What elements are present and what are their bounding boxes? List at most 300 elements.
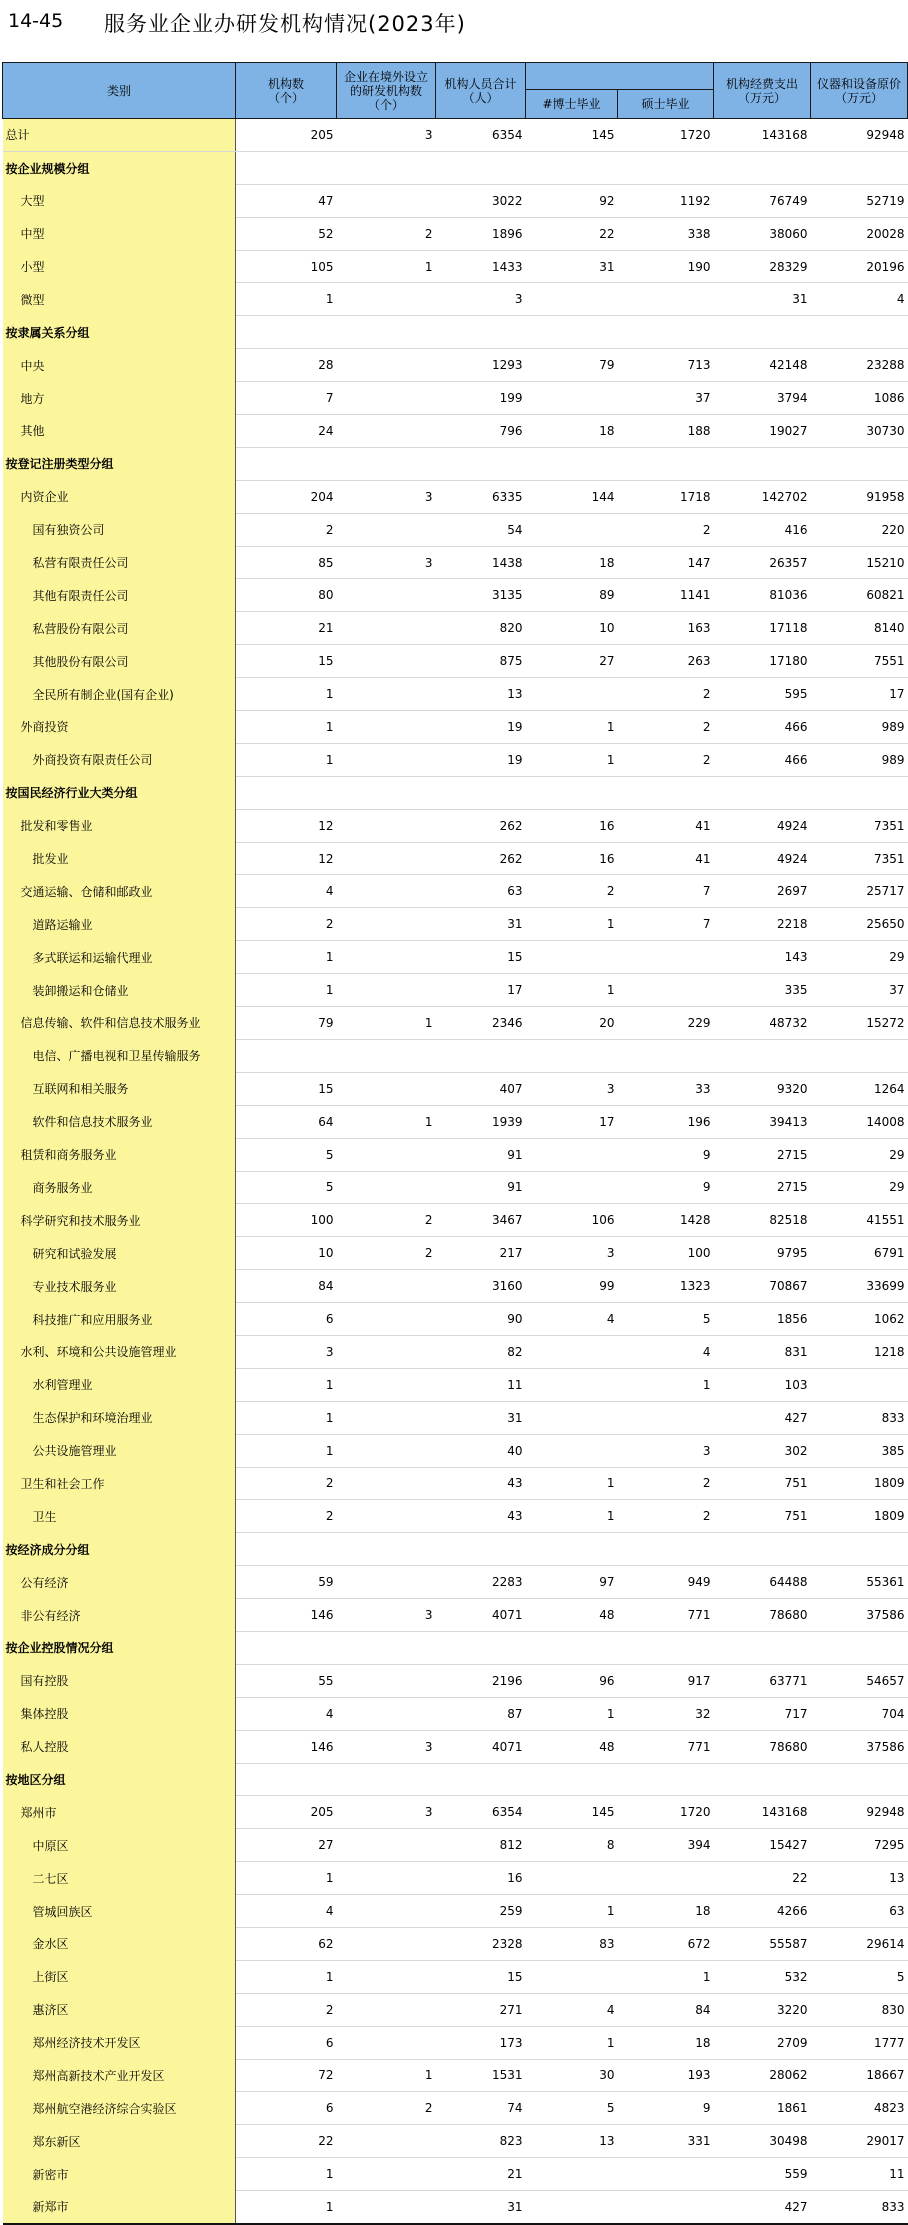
cell-personnel: 796 — [436, 415, 526, 448]
cell-phd: 3 — [526, 1072, 618, 1105]
cell-expenditure: 82518 — [714, 1204, 811, 1237]
row-label: 卫生和社会工作 — [3, 1467, 236, 1500]
cell-expenditure: 4266 — [714, 1895, 811, 1928]
group-header-row — [3, 1763, 908, 1796]
cell-expenditure: 1856 — [714, 1303, 811, 1336]
cell-personnel: 823 — [436, 2125, 526, 2158]
cell-equipment — [811, 1533, 908, 1566]
row-label: 非公有经济 — [3, 1599, 236, 1632]
cell-personnel: 19 — [436, 711, 526, 744]
cell-equipment — [811, 316, 908, 349]
cell-phd: 1 — [526, 908, 618, 941]
cell-equipment: 92948 — [811, 119, 908, 152]
cell-master — [618, 316, 714, 349]
cell-master: 338 — [618, 217, 714, 250]
cell-master — [618, 974, 714, 1007]
table-number: 14-45 — [8, 10, 64, 32]
table-row — [3, 2125, 908, 2158]
cell-phd: 3 — [526, 1237, 618, 1270]
row-label: 上街区 — [3, 1960, 236, 1993]
table-body — [3, 119, 908, 2225]
cell-equipment: 92948 — [811, 1796, 908, 1829]
cell-phd — [526, 151, 618, 184]
cell-personnel: 43 — [436, 1467, 526, 1500]
cell-equipment: 29 — [811, 1138, 908, 1171]
cell-personnel — [436, 316, 526, 349]
row-label: 科学研究和技术服务业 — [3, 1204, 236, 1237]
cell-institutions: 1 — [236, 2191, 337, 2224]
cell-personnel: 259 — [436, 1895, 526, 1928]
cell-personnel: 173 — [436, 2026, 526, 2059]
cell-equipment: 989 — [811, 711, 908, 744]
cell-phd: 16 — [526, 809, 618, 842]
row-label: 专业技术服务业 — [3, 1270, 236, 1303]
cell-institutions: 146 — [236, 1730, 337, 1763]
row-label: 中原区 — [3, 1829, 236, 1862]
cell-overseas — [337, 1533, 436, 1566]
cell-expenditure: 143 — [714, 941, 811, 974]
cell-personnel: 2283 — [436, 1566, 526, 1599]
cell-master — [618, 776, 714, 809]
cell-institutions: 4 — [236, 1895, 337, 1928]
cell-master: 1 — [618, 1368, 714, 1401]
group-header-row — [3, 776, 908, 809]
cell-personnel: 1939 — [436, 1105, 526, 1138]
cell-master: 263 — [618, 645, 714, 678]
cell-master: 5 — [618, 1303, 714, 1336]
cell-equipment: 37 — [811, 974, 908, 1007]
cell-institutions: 5 — [236, 1171, 337, 1204]
cell-personnel: 4071 — [436, 1730, 526, 1763]
group-header-row — [3, 1533, 908, 1566]
cell-master: 190 — [618, 250, 714, 283]
cell-equipment: 25717 — [811, 875, 908, 908]
cell-master: 1718 — [618, 480, 714, 513]
cell-phd — [526, 776, 618, 809]
cell-phd: 145 — [526, 1796, 618, 1829]
cell-personnel: 3160 — [436, 1270, 526, 1303]
table-row — [3, 1270, 908, 1303]
cell-overseas — [337, 151, 436, 184]
cell-expenditure: 2709 — [714, 2026, 811, 2059]
cell-equipment: 30730 — [811, 415, 908, 448]
cell-expenditure: 466 — [714, 743, 811, 776]
table-row — [3, 1730, 908, 1763]
cell-overseas — [337, 809, 436, 842]
row-label: 卫生 — [3, 1500, 236, 1533]
cell-phd: 27 — [526, 645, 618, 678]
cell-institutions: 1 — [236, 1401, 337, 1434]
col-header-phd: #博士毕业 — [526, 90, 618, 119]
cell-phd — [526, 1171, 618, 1204]
cell-institutions: 59 — [236, 1566, 337, 1599]
cell-overseas — [337, 1763, 436, 1796]
cell-master: 1720 — [618, 119, 714, 152]
table-row — [3, 1105, 908, 1138]
cell-overseas — [337, 1138, 436, 1171]
cell-phd: 22 — [526, 217, 618, 250]
cell-institutions: 72 — [236, 2059, 337, 2092]
cell-equipment: 830 — [811, 1993, 908, 2026]
cell-phd — [526, 678, 618, 711]
cell-personnel: 74 — [436, 2092, 526, 2125]
cell-overseas — [337, 447, 436, 480]
cell-expenditure — [714, 776, 811, 809]
cell-master: 9 — [618, 1138, 714, 1171]
cell-equipment: 37586 — [811, 1599, 908, 1632]
cell-overseas: 3 — [337, 1730, 436, 1763]
cell-overseas — [337, 711, 436, 744]
row-label: 按企业控股情况分组 — [3, 1631, 236, 1664]
cell-phd: 83 — [526, 1927, 618, 1960]
row-label: 私营股份有限公司 — [3, 612, 236, 645]
cell-phd: 31 — [526, 250, 618, 283]
cell-personnel: 812 — [436, 1829, 526, 1862]
cell-personnel: 17 — [436, 974, 526, 1007]
table-row — [3, 1993, 908, 2026]
cell-master: 100 — [618, 1237, 714, 1270]
cell-equipment: 37586 — [811, 1730, 908, 1763]
cell-institutions — [236, 1039, 337, 1072]
cell-master — [618, 2158, 714, 2191]
cell-equipment: 1777 — [811, 2026, 908, 2059]
cell-overseas — [337, 1664, 436, 1697]
cell-expenditure: 28062 — [714, 2059, 811, 2092]
cell-overseas: 1 — [337, 1105, 436, 1138]
cell-expenditure: 9320 — [714, 1072, 811, 1105]
table-row — [3, 1829, 908, 1862]
cell-institutions — [236, 316, 337, 349]
cell-equipment: 704 — [811, 1697, 908, 1730]
row-label: 信息传输、软件和信息技术服务业 — [3, 1007, 236, 1040]
cell-institutions: 1 — [236, 974, 337, 1007]
row-label: 商务服务业 — [3, 1171, 236, 1204]
cell-overseas: 3 — [337, 480, 436, 513]
cell-personnel: 271 — [436, 1993, 526, 2026]
cell-personnel: 3135 — [436, 579, 526, 612]
cell-expenditure: 427 — [714, 1401, 811, 1434]
cell-equipment — [811, 1368, 908, 1401]
cell-expenditure — [714, 447, 811, 480]
table-row — [3, 842, 908, 875]
table-row — [3, 1401, 908, 1434]
table-row — [3, 1368, 908, 1401]
cell-phd — [526, 1039, 618, 1072]
row-label: 新郑市 — [3, 2191, 236, 2224]
cell-personnel: 217 — [436, 1237, 526, 1270]
cell-personnel: 2196 — [436, 1664, 526, 1697]
cell-equipment: 20196 — [811, 250, 908, 283]
cell-master — [618, 1763, 714, 1796]
cell-institutions: 2 — [236, 1993, 337, 2026]
cell-institutions: 6 — [236, 1303, 337, 1336]
cell-master: 147 — [618, 546, 714, 579]
table-title: 服务业企业办研发机构情况(2023年) — [104, 12, 466, 36]
cell-expenditure: 70867 — [714, 1270, 811, 1303]
cell-institutions: 2 — [236, 1500, 337, 1533]
cell-master — [618, 283, 714, 316]
cell-master: 949 — [618, 1566, 714, 1599]
cell-phd: 1 — [526, 974, 618, 1007]
cell-personnel: 3467 — [436, 1204, 526, 1237]
cell-overseas — [337, 842, 436, 875]
group-header-row — [3, 316, 908, 349]
cell-expenditure: 3794 — [714, 382, 811, 415]
cell-personnel — [436, 447, 526, 480]
cell-expenditure: 55587 — [714, 1927, 811, 1960]
cell-overseas — [337, 974, 436, 1007]
cell-expenditure: 42148 — [714, 349, 811, 382]
cell-phd: 144 — [526, 480, 618, 513]
cell-institutions: 1 — [236, 678, 337, 711]
cell-equipment: 385 — [811, 1434, 908, 1467]
row-label: 郑州航空港经济综合实验区 — [3, 2092, 236, 2125]
table-row — [3, 1434, 908, 1467]
row-label: 郑州经济技术开发区 — [3, 2026, 236, 2059]
row-label: 按国民经济行业大类分组 — [3, 776, 236, 809]
cell-expenditure: 17118 — [714, 612, 811, 645]
row-label: 大型 — [3, 184, 236, 217]
row-label: 科技推广和应用服务业 — [3, 1303, 236, 1336]
cell-phd: 16 — [526, 842, 618, 875]
cell-expenditure: 63771 — [714, 1664, 811, 1697]
cell-institutions: 12 — [236, 809, 337, 842]
cell-personnel: 3 — [436, 283, 526, 316]
cell-equipment: 29614 — [811, 1927, 908, 1960]
cell-equipment: 33699 — [811, 1270, 908, 1303]
cell-personnel: 820 — [436, 612, 526, 645]
cell-overseas: 3 — [337, 119, 436, 152]
cell-overseas — [337, 1335, 436, 1368]
row-label: 按地区分组 — [3, 1763, 236, 1796]
table-row — [3, 1467, 908, 1500]
cell-phd — [526, 513, 618, 546]
cell-personnel: 90 — [436, 1303, 526, 1336]
cell-phd: 1 — [526, 743, 618, 776]
cell-institutions: 4 — [236, 875, 337, 908]
cell-expenditure: 2715 — [714, 1138, 811, 1171]
cell-equipment: 7351 — [811, 809, 908, 842]
cell-phd — [526, 1862, 618, 1895]
cell-institutions: 1 — [236, 743, 337, 776]
row-label: 电信、广播电视和卫星传输服务 — [3, 1039, 236, 1072]
cell-master: 188 — [618, 415, 714, 448]
cell-master — [618, 447, 714, 480]
row-label: 小型 — [3, 250, 236, 283]
cell-master: 37 — [618, 382, 714, 415]
row-label: 集体控股 — [3, 1697, 236, 1730]
cell-institutions: 10 — [236, 1237, 337, 1270]
row-label: 郑州市 — [3, 1796, 236, 1829]
cell-equipment: 20028 — [811, 217, 908, 250]
table-row — [3, 119, 908, 152]
cell-master: 917 — [618, 1664, 714, 1697]
cell-expenditure: 2218 — [714, 908, 811, 941]
cell-overseas — [337, 776, 436, 809]
cell-master: 2 — [618, 1467, 714, 1500]
cell-expenditure: 427 — [714, 2191, 811, 2224]
cell-personnel: 91 — [436, 1138, 526, 1171]
cell-institutions — [236, 1631, 337, 1664]
cell-phd — [526, 941, 618, 974]
cell-master: 2 — [618, 743, 714, 776]
cell-phd — [526, 1631, 618, 1664]
table-row — [3, 2059, 908, 2092]
cell-institutions: 21 — [236, 612, 337, 645]
cell-overseas — [337, 1862, 436, 1895]
cell-overseas — [337, 579, 436, 612]
cell-personnel: 40 — [436, 1434, 526, 1467]
cell-phd: 1 — [526, 1467, 618, 1500]
cell-overseas — [337, 513, 436, 546]
cell-personnel: 19 — [436, 743, 526, 776]
cell-overseas: 2 — [337, 1204, 436, 1237]
cell-overseas — [337, 1368, 436, 1401]
cell-phd — [526, 1434, 618, 1467]
table-row — [3, 645, 908, 678]
table-row — [3, 875, 908, 908]
cell-phd: 18 — [526, 546, 618, 579]
cell-institutions: 205 — [236, 1796, 337, 1829]
table-row — [3, 1007, 908, 1040]
cell-phd: 92 — [526, 184, 618, 217]
cell-personnel: 1433 — [436, 250, 526, 283]
cell-expenditure: 4924 — [714, 809, 811, 842]
cell-equipment — [811, 447, 908, 480]
table-row — [3, 1138, 908, 1171]
cell-personnel: 875 — [436, 645, 526, 678]
cell-expenditure: 38060 — [714, 217, 811, 250]
cell-institutions: 100 — [236, 1204, 337, 1237]
cell-institutions — [236, 447, 337, 480]
cell-overseas — [337, 875, 436, 908]
cell-institutions — [236, 1763, 337, 1796]
cell-overseas — [337, 612, 436, 645]
cell-overseas — [337, 1566, 436, 1599]
row-label: 装卸搬运和仓储业 — [3, 974, 236, 1007]
cell-equipment: 15210 — [811, 546, 908, 579]
cell-expenditure: 143168 — [714, 1796, 811, 1829]
cell-overseas — [337, 2191, 436, 2224]
table-row — [3, 1697, 908, 1730]
col-header-institutions: 机构数 （个） — [236, 63, 337, 119]
cell-phd: 13 — [526, 2125, 618, 2158]
cell-expenditure: 142702 — [714, 480, 811, 513]
cell-expenditure: 751 — [714, 1500, 811, 1533]
cell-phd: 2 — [526, 875, 618, 908]
cell-equipment: 220 — [811, 513, 908, 546]
cell-institutions: 2 — [236, 908, 337, 941]
cell-personnel: 31 — [436, 2191, 526, 2224]
cell-phd: 79 — [526, 349, 618, 382]
cell-expenditure: 22 — [714, 1862, 811, 1895]
cell-institutions: 205 — [236, 119, 337, 152]
cell-expenditure: 48732 — [714, 1007, 811, 1040]
cell-personnel — [436, 1763, 526, 1796]
cell-master: 33 — [618, 1072, 714, 1105]
cell-equipment: 23288 — [811, 349, 908, 382]
table-row — [3, 612, 908, 645]
cell-equipment — [811, 776, 908, 809]
cell-institutions: 1 — [236, 1368, 337, 1401]
cell-expenditure: 559 — [714, 2158, 811, 2191]
cell-overseas — [337, 2158, 436, 2191]
cell-expenditure: 81036 — [714, 579, 811, 612]
cell-phd: 106 — [526, 1204, 618, 1237]
cell-institutions: 15 — [236, 645, 337, 678]
cell-equipment: 4823 — [811, 2092, 908, 2125]
cell-institutions: 6 — [236, 2092, 337, 2125]
cell-expenditure: 466 — [714, 711, 811, 744]
cell-personnel: 1896 — [436, 217, 526, 250]
cell-equipment: 54657 — [811, 1664, 908, 1697]
cell-equipment: 5 — [811, 1960, 908, 1993]
cell-phd: 1 — [526, 711, 618, 744]
cell-institutions: 1 — [236, 2158, 337, 2191]
row-label: 多式联运和运输代理业 — [3, 941, 236, 974]
cell-equipment: 1062 — [811, 1303, 908, 1336]
table-row — [3, 217, 908, 250]
cell-institutions: 1 — [236, 941, 337, 974]
cell-overseas: 2 — [337, 2092, 436, 2125]
cell-personnel: 16 — [436, 1862, 526, 1895]
cell-overseas — [337, 1927, 436, 1960]
cell-equipment: 8140 — [811, 612, 908, 645]
cell-expenditure: 1861 — [714, 2092, 811, 2125]
cell-equipment: 17 — [811, 678, 908, 711]
cell-expenditure: 831 — [714, 1335, 811, 1368]
cell-phd — [526, 2191, 618, 2224]
cell-institutions: 24 — [236, 415, 337, 448]
cell-master — [618, 1862, 714, 1895]
table-row — [3, 1895, 908, 1928]
row-label: 生态保护和环境治理业 — [3, 1401, 236, 1434]
cell-expenditure: 78680 — [714, 1599, 811, 1632]
cell-institutions: 2 — [236, 513, 337, 546]
cell-overseas — [337, 743, 436, 776]
table-row — [3, 1796, 908, 1829]
cell-institutions: 204 — [236, 480, 337, 513]
row-label: 交通运输、仓储和邮政业 — [3, 875, 236, 908]
cell-overseas — [337, 2026, 436, 2059]
cell-phd: 5 — [526, 2092, 618, 2125]
table-row — [3, 1303, 908, 1336]
table-row — [3, 480, 908, 513]
group-header-row — [3, 151, 908, 184]
cell-overseas — [337, 1072, 436, 1105]
cell-expenditure — [714, 1533, 811, 1566]
row-label: 国有独资公司 — [3, 513, 236, 546]
table-row — [3, 184, 908, 217]
table-row — [3, 1664, 908, 1697]
table-row — [3, 1862, 908, 1895]
cell-personnel: 407 — [436, 1072, 526, 1105]
table-row — [3, 2158, 908, 2191]
cell-master: 41 — [618, 842, 714, 875]
cell-institutions: 146 — [236, 1599, 337, 1632]
cell-institutions: 105 — [236, 250, 337, 283]
col-header-expenditure: 机构经费支出 （万元） — [714, 63, 811, 119]
cell-phd: 4 — [526, 1993, 618, 2026]
row-label: 金水区 — [3, 1927, 236, 1960]
cell-equipment: 7351 — [811, 842, 908, 875]
table-row — [3, 1599, 908, 1632]
row-label: 批发业 — [3, 842, 236, 875]
cell-expenditure: 78680 — [714, 1730, 811, 1763]
cell-expenditure: 143168 — [714, 119, 811, 152]
cell-equipment: 29 — [811, 1171, 908, 1204]
cell-equipment: 29017 — [811, 2125, 908, 2158]
